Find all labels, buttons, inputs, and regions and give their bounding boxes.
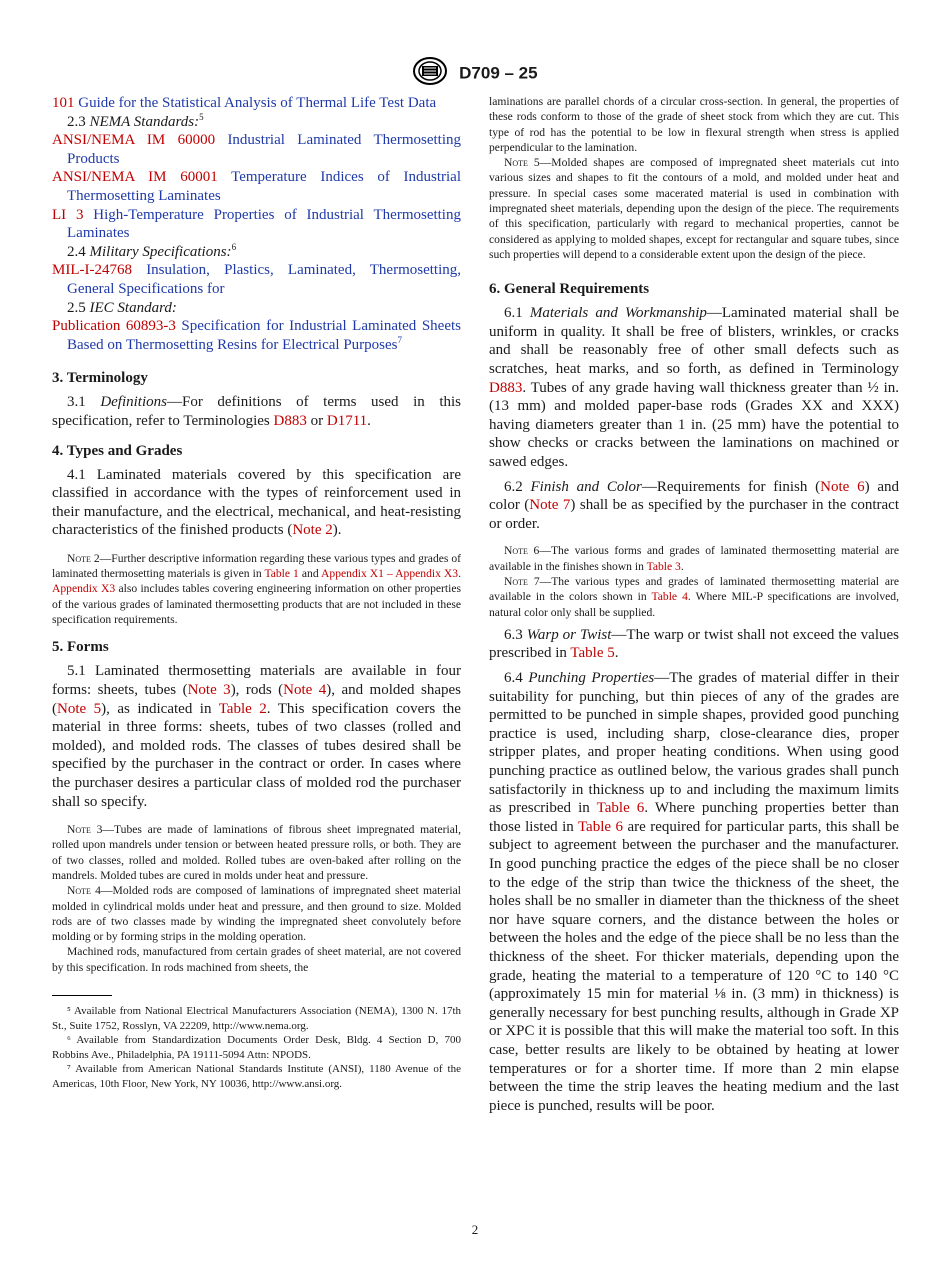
reference-iec: Publication 60893-3 Specification for Industrial Laminated Sheets Based on Thermosetting Resins for Electrical Purposes$^7$ [52,318,462,353]
paragraph-5-1: 5.1 Laminated thermosetting materials are available in four forms: sheets, tubes (Note 3), rods (Note 4), and molded shapes (Note 5), as indicated in Table 2. This specification covers the material in three forms: sheets, tubes of two classes (rolled and molded), and molded rods. The classes of tubes desired shall be specified by the purchaser in the contract or order. In cases where the purchaser desires a particular class of molded rod the purchaser shall so specify. [52,663,461,810]
paragraph-4-1: 4.1 Laminated materials covered by this specification are classified in accordance with the types of reinforcement used in their manufacture, and the electrical, mechanical, and heat-resisting characteristics of the finished products (Note 2). [52,466,461,539]
footnote-5: ⁵ Available from National Electrical Manufacturers Association (NEMA), 1300 N. 17th St., Suite 1752, Rosslyn, VA 22209, http://www.nema.org. [52,1005,461,1032]
note-6: Note 6—The various forms and grades of laminated thermosetting material are available in the finishes shown in Table 3. [489,544,899,573]
paragraph-3-1: 3.1 Definitions—For definitions of terms used in this specification, refer to Terminologies D883 or D1711. [52,394,461,429]
astm-logo-icon [412,56,448,91]
reference-li3: LI 3 High-Temperature Properties of Industrial Thermosetting Laminates [52,206,461,242]
left-column [52,94,461,1092]
document-designation: D709 – 25 [459,63,538,83]
reference-nema-60001: ANSI/NEMA IM 60001 Temperature Indices of Industrial Thermosetting Laminates [52,169,461,204]
footnote-rule [52,995,112,996]
section-6-heading: 6. General Requirements [489,281,650,298]
paragraph-6-2: 6.2 Finish and Color—Requirements for finish (Note 6) and color (Note 7) shall be as specified by the purchaser in the contract or order. [489,478,899,532]
section-4-heading: 4. Types and Grades [52,442,183,459]
section-3-heading: 3. Terminology [52,370,148,387]
page-header [0,56,950,91]
right-column [489,94,899,1115]
note-7: Note 7—The various types and grades of laminated thermosetting material are available in the colors shown in Table 4. Where MIL-P specifications are involved, natural color only shall be supplied. [489,574,899,619]
note-4-continuation: Machined rods, manufactured from certain grades of sheet material, are not covered by this specification. In rods machined from sheets, the [52,945,461,974]
ref-title[interactable]: Guide for the Statistical Analysis of Thermal Life Test Data [74,95,437,111]
footnote-7: ⁷ Available from American National Standards Institute (ANSI), 1180 Avenue of the Americas, 10th Floor, New York, NY 10036, http://www.ansi.org. [52,1063,461,1091]
section-5-heading: 5. Forms [52,639,109,656]
paragraph-6-3: 6.3 Warp or Twist—The warp or twist shall not exceed the values prescribed in Table 5. [489,626,900,662]
note-4: Note 4—Molded rods are composed of laminations of impregnated sheet material molded in cylindrical molds under heat and pressure, and then ground to size. Molded rods are of two classes made by winding the impregnated sheet convolutely before molding or by forming strips in the molding operation. [52,884,461,944]
section-2-5: 2.5 IEC Standard: [67,299,177,316]
section-2-4: 2.4 Military Specifications:$^6$ [67,241,237,260]
page-number: 2 [471,1222,479,1237]
ref-code-link[interactable]: 101 [52,95,75,111]
paragraph-6-1: 6.1 Materials and Workmanship—Laminated material shall be uniform in quality. It shall be free of blisters, wrinkles, or cracks and shall be reasonably free of other small defects such as scratches, heat marks, and so forth, as defined in Terminology D883. Tubes of any grade having wall thickness greater than ½ in. (13 mm) and molded paper-base rods (Grades XX and XXX) having diameters greater than 1 in. (25 mm) have the potential to show checks or cracks between the laminations on machined or sawed edges. [489,305,900,471]
paragraph-6-4: 6.4 Punching Properties—The grades of material differ in their suitability for punching, but thin pieces of any of the grades are permitted to be punched in simple shapes, provided good punching practice is used, including sharp, close-clearance dies, proper stripper plates, and proper heating conditions. When using good punching practice as outlined below, the various grades shall punch satisfactorily in thickness up to and including the maximum limits as prescribed in Table 6. Where punching properties better than those listed in Table 6 are required for particular parts, this shall be subject to agreement between the purchaser and the manufacturer. In good punching practice the edges of the piece shall be no closer to the edge of the strip than twice the thickness of the sheet, the holes shall be no smaller in diameter than the thickness of the sheet nor have square corners, and the distance between the holes or between the holes and the edge of the piece shall be no less than the thickness of the sheet. For thicker materials, depending upon the grade, heating the material to a temperature of 120 °C to 140 °C (approximately 15 min for material ⅛ in. (3 mm) in thickness) is generally necessary for best punching results, although in Grade XP or XPC it is possible that this will make the material too soft. In this case, better results are likely to be obtained by heating at lower temperatures or for a shorter time. If more than 2 min elapse between the time the strip leaves the heating medium and the last piece is punched, results will be poor. [489,670,899,1114]
note-4-continuation-2: laminations are parallel chords of a circular cross-section. In general, the properties of these rods conform to those of the grade of sheet stock from which they are cut. This type of rod has the potential to be low in flexural strength when stress is applied perpendicular to the lamination. [489,95,899,154]
section-2-3: 2.3 NEMA Standards:$^5$ [67,111,204,130]
note-2: Note 2—Further descriptive information regarding these various types and grades of laminated thermosetting materials is given in Table 1 and Appendix X1 – Appendix X3. Appendix X3 also includes tables covering engineering information on other properties of the various grades of laminated thermosetting products that are not included in these specification requirements. [52,551,461,627]
reference-nema-60000: ANSI/NEMA IM 60000 Industrial Laminated Thermosetting Products [52,132,462,167]
reference-mil: MIL-I-24768 Insulation, Plastics, Laminated, Thermosetting, General Specifications for [52,262,461,297]
note-5: Note 5—Molded shapes are composed of impregnated sheet materials cut into various sizes and shapes to fit the contours of a mold, and molded under heat and pressure. In special cases some macerated material is used in combination with impregnated sheet materials, depending upon the design of the piece. The requirements of this specification, particularly with regard to mechanical properties, cannot be considered as applying to molded shapes, except for rectangular and square tubes, since such properties will depend to a considerable extent upon the design of the piece. [489,156,899,261]
note-3: Note 3—Tubes are made of laminations of fibrous sheet impregnated material, rolled upon mandrels under tension or between heated pressure rolls, or both. They are of two classes, rolled and molded. Rolled tubes are oven-baked after rolling on the mandrels. Molded tubes are cured in molds under heat and pressure. [52,823,461,882]
footnote-6: ⁶ Available from Standardization Documents Order Desk, Bldg. 4 Section D, 700 Robbins Ave., Philadelphia, PA 19111-5094 Attn: NPODS. [52,1034,461,1061]
reference-101 [52,94,461,113]
